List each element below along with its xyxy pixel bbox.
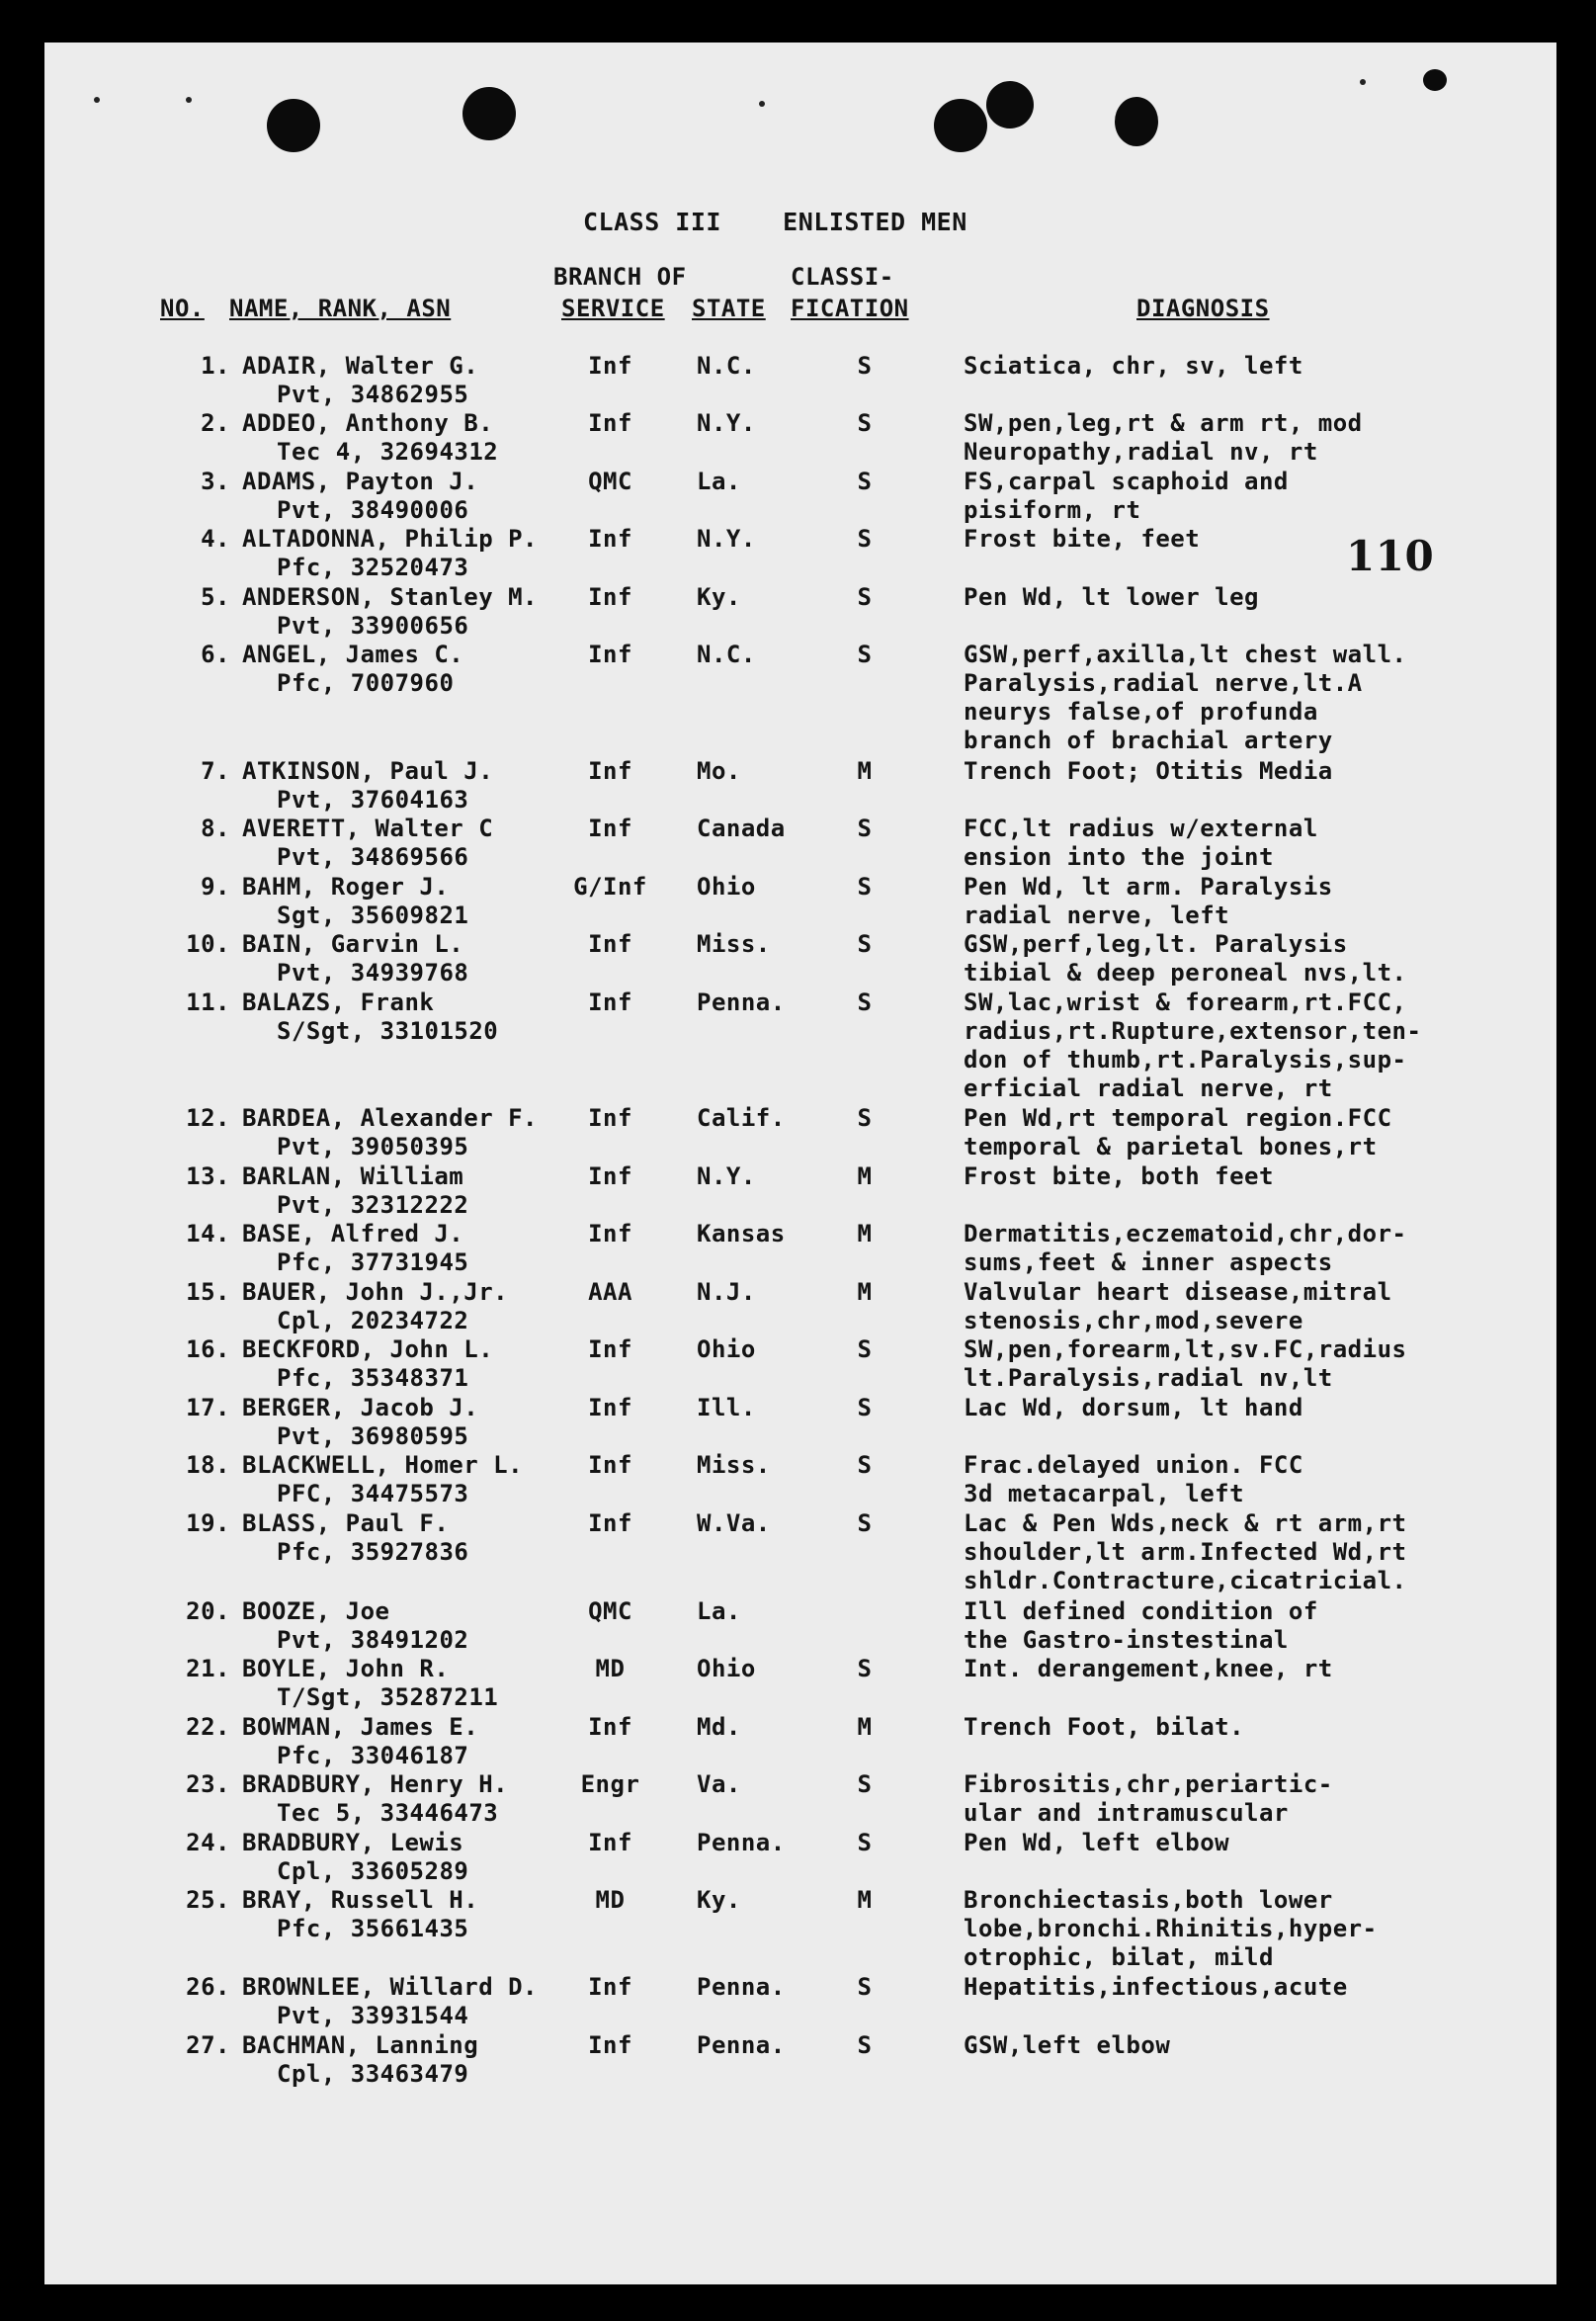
branch-of-service: Inf <box>588 583 632 611</box>
soldier-rank-asn: Pvt, 34869566 <box>277 843 469 871</box>
row-number: 3. <box>201 468 230 495</box>
header-name: NAME, RANK, ASN <box>229 295 452 322</box>
soldier-name-rank <box>242 525 538 582</box>
branch-of-service: G/Inf <box>573 873 647 901</box>
state: Calif. <box>697 1104 786 1132</box>
classification: S <box>857 1394 873 1421</box>
state: Ohio <box>697 873 756 901</box>
state: Miss. <box>697 930 771 958</box>
table-row <box>0 1220 1596 1277</box>
soldier-rank-asn: Sgt, 35609821 <box>277 902 469 929</box>
row-number: 18. <box>186 1451 230 1479</box>
state: Miss. <box>697 1451 771 1479</box>
soldier-name-rank <box>242 930 468 988</box>
row-number: 14. <box>186 1220 230 1247</box>
soldier-name: BAUER, John J.,Jr. <box>242 1278 509 1306</box>
table-row <box>0 1451 1596 1508</box>
soldier-rank-asn: Tec 5, 33446473 <box>277 1799 499 1827</box>
row-number: 7. <box>201 757 230 785</box>
row-number: 19. <box>186 1509 230 1537</box>
diagnosis: GSW,left elbow <box>964 2031 1171 2059</box>
soldier-name: BERGER, Jacob J. <box>242 1394 479 1421</box>
soldier-name-rank <box>242 1162 468 1220</box>
diagnosis: Ill defined condition of the Gastro-instestinal <box>964 1597 1318 1654</box>
branch-of-service: Inf <box>588 1973 632 2001</box>
branch-of-service: Inf <box>588 1713 632 1741</box>
diagnosis: SW,pen,leg,rt & arm rt, mod Neuropathy,radial nv, rt <box>964 409 1363 466</box>
soldier-name-rank <box>242 1278 508 1335</box>
punch-hole <box>1115 97 1158 146</box>
page-title: CLASS III ENLISTED MEN <box>583 208 967 236</box>
branch-of-service: Inf <box>588 1335 632 1363</box>
classification: S <box>857 1655 873 1682</box>
state: N.Y. <box>697 409 756 437</box>
soldier-rank-asn: Pfc, 7007960 <box>277 669 455 697</box>
diagnosis: Hepatitis,infectious,acute <box>964 1973 1348 2001</box>
soldier-name-rank <box>242 757 493 815</box>
table-row <box>0 1886 1596 1971</box>
diagnosis: Pen Wd, lt arm. Paralysis radial nerve, left <box>964 873 1333 929</box>
row-number: 2. <box>201 409 230 437</box>
soldier-name: BOOZE, Joe <box>242 1597 390 1625</box>
soldier-rank-asn: Pvt, 36980595 <box>277 1422 469 1450</box>
classification: M <box>857 1713 873 1741</box>
diagnosis: SW,pen,forearm,lt,sv.FC,radius lt.Paralysis,radial nv,lt <box>964 1335 1407 1392</box>
soldier-name: BROWNLEE, Willard D. <box>242 1973 538 2001</box>
classification: S <box>857 815 873 842</box>
diagnosis: Fibrositis,chr,periartic- ular and intramuscular <box>964 1770 1333 1827</box>
branch-of-service: Inf <box>588 1829 632 1856</box>
diagnosis: Trench Foot; Otitis Media <box>964 757 1333 785</box>
soldier-rank-asn: Pvt, 38491202 <box>277 1626 469 1654</box>
soldier-name: ANDERSON, Stanley M. <box>242 583 538 611</box>
soldier-name-rank <box>242 1509 468 1567</box>
row-number: 9. <box>201 873 230 901</box>
classification: M <box>857 1162 873 1190</box>
table-row <box>0 757 1596 815</box>
soldier-name-rank <box>242 1770 508 1828</box>
row-number: 10. <box>186 930 230 958</box>
row-number: 20. <box>186 1597 230 1625</box>
soldier-rank-asn: Tec 4, 32694312 <box>277 438 499 466</box>
state: W.Va. <box>697 1509 771 1537</box>
soldier-rank-asn: Cpl, 20234722 <box>277 1307 469 1334</box>
soldier-name-rank <box>242 1104 538 1161</box>
state: Penna. <box>697 989 786 1016</box>
state: N.Y. <box>697 1162 756 1190</box>
classification: S <box>857 873 873 901</box>
state: Va. <box>697 1770 741 1798</box>
row-number: 12. <box>186 1104 230 1132</box>
soldier-rank-asn: PFC, 34475573 <box>277 1480 469 1507</box>
branch-of-service: Inf <box>588 352 632 380</box>
row-number: 24. <box>186 1829 230 1856</box>
punch-hole <box>1423 69 1447 91</box>
soldier-name: BOYLE, John R. <box>242 1655 450 1682</box>
diagnosis: FS,carpal scaphoid and pisiform, rt <box>964 468 1289 524</box>
row-number: 5. <box>201 583 230 611</box>
row-number: 6. <box>201 641 230 668</box>
soldier-rank-asn: T/Sgt, 35287211 <box>277 1683 499 1711</box>
soldier-name-rank <box>242 1451 523 1508</box>
state: Penna. <box>697 1973 786 2001</box>
punch-hole <box>986 81 1034 129</box>
state: Canada <box>697 815 786 842</box>
branch-of-service: Inf <box>588 1509 632 1537</box>
table-row <box>0 1278 1596 1335</box>
diagnosis: Bronchiectasis,both lower lobe,bronchi.Rhinitis,hyper- otrophic, bilat, mild <box>964 1886 1378 1971</box>
soldier-name-rank <box>242 1394 478 1451</box>
soldier-name: ADAMS, Payton J. <box>242 468 479 495</box>
branch-of-service: Inf <box>588 1162 632 1190</box>
soldier-rank-asn: Cpl, 33463479 <box>277 2060 469 2088</box>
soldier-name-rank <box>242 1597 468 1655</box>
soldier-name: BASE, Alfred J. <box>242 1220 464 1247</box>
branch-of-service: Inf <box>588 1394 632 1421</box>
row-number: 26. <box>186 1973 230 2001</box>
header-branch-bottom: SERVICE <box>561 295 665 322</box>
classification: S <box>857 1829 873 1856</box>
diagnosis: Pen Wd, lt lower leg <box>964 583 1259 611</box>
branch-of-service: MD <box>595 1655 626 1682</box>
diagnosis: Int. derangement,knee, rt <box>964 1655 1333 1682</box>
soldier-rank-asn: Pvt, 39050395 <box>277 1133 469 1160</box>
soldier-name-rank <box>242 1829 468 1886</box>
page-number: 110 <box>1346 532 1435 580</box>
speck <box>1360 79 1366 85</box>
soldier-name-rank <box>242 352 478 409</box>
soldier-name: ALTADONNA, Philip P. <box>242 525 538 553</box>
soldier-name-rank <box>242 1220 468 1277</box>
soldier-name: BRADBURY, Henry H. <box>242 1770 509 1798</box>
soldier-name-rank <box>242 1973 538 2030</box>
state: Ky. <box>697 583 741 611</box>
table-row <box>0 583 1596 641</box>
soldier-rank-asn: Pfc, 35348371 <box>277 1364 469 1392</box>
punch-hole <box>267 99 320 152</box>
state: Kansas <box>697 1220 786 1247</box>
soldier-rank-asn: Pfc, 33046187 <box>277 1742 469 1769</box>
soldier-rank-asn: Pvt, 33931544 <box>277 2002 469 2029</box>
classification: S <box>857 641 873 668</box>
diagnosis: Sciatica, chr, sv, left <box>964 352 1303 380</box>
state: Penna. <box>697 1829 786 1856</box>
soldier-rank-asn: Pvt, 34939768 <box>277 959 469 987</box>
diagnosis: Trench Foot, bilat. <box>964 1713 1245 1741</box>
soldier-name: BRAY, Russell H. <box>242 1886 479 1914</box>
classification: S <box>857 930 873 958</box>
row-number: 16. <box>186 1335 230 1363</box>
state: Ohio <box>697 1655 756 1682</box>
branch-of-service: Inf <box>588 757 632 785</box>
branch-of-service: QMC <box>588 1597 632 1625</box>
table-row <box>0 2031 1596 2089</box>
branch-of-service: MD <box>595 1886 626 1914</box>
branch-of-service: Inf <box>588 1104 632 1132</box>
soldier-name-rank <box>242 583 538 641</box>
branch-of-service: Inf <box>588 930 632 958</box>
row-number: 1. <box>201 352 230 380</box>
state: La. <box>697 468 741 495</box>
branch-of-service: Inf <box>588 409 632 437</box>
soldier-name-rank <box>242 409 498 467</box>
table-row <box>0 641 1596 754</box>
soldier-rank-asn: Pfc, 35661435 <box>277 1915 469 1942</box>
diagnosis: Frost bite, feet <box>964 525 1201 553</box>
row-number: 11. <box>186 989 230 1016</box>
classification: S <box>857 1509 873 1537</box>
table-row <box>0 1973 1596 2030</box>
classification: M <box>857 757 873 785</box>
table-row <box>0 1829 1596 1886</box>
classification: S <box>857 1451 873 1479</box>
classification: S <box>857 1973 873 2001</box>
state: Penna. <box>697 2031 786 2059</box>
table-row <box>0 1655 1596 1712</box>
state: N.Y. <box>697 525 756 553</box>
branch-of-service: Inf <box>588 525 632 553</box>
branch-of-service: Inf <box>588 1220 632 1247</box>
state: Ill. <box>697 1394 756 1421</box>
branch-of-service: QMC <box>588 468 632 495</box>
classification: S <box>857 352 873 380</box>
state: Ky. <box>697 1886 741 1914</box>
soldier-name: BECKFORD, John L. <box>242 1335 494 1363</box>
speck <box>186 97 192 103</box>
diagnosis: FCC,lt radius w/external ension into the joint <box>964 815 1318 871</box>
soldier-name: BLACKWELL, Homer L. <box>242 1451 524 1479</box>
soldier-name: ADDEO, Anthony B. <box>242 409 494 437</box>
soldier-rank-asn: Cpl, 33605289 <box>277 1857 469 1885</box>
soldier-rank-asn: Pvt, 38490006 <box>277 496 469 524</box>
diagnosis: Lac Wd, dorsum, lt hand <box>964 1394 1303 1421</box>
header-class-top: CLASSI- <box>791 263 894 291</box>
soldier-name: BAHM, Roger J. <box>242 873 450 901</box>
row-number: 8. <box>201 815 230 842</box>
soldier-name-rank <box>242 1335 493 1393</box>
table-row <box>0 525 1596 582</box>
header-state: STATE <box>692 295 766 322</box>
table-row <box>0 815 1596 872</box>
table-row <box>0 1335 1596 1393</box>
header-no: NO. <box>160 295 205 322</box>
branch-of-service: AAA <box>588 1278 632 1306</box>
row-number: 13. <box>186 1162 230 1190</box>
soldier-name-rank <box>242 815 493 872</box>
branch-of-service: Inf <box>588 2031 632 2059</box>
soldier-name-rank <box>242 2031 478 2089</box>
header-class-bottom: FICATION <box>791 295 909 322</box>
punch-hole <box>462 87 516 140</box>
branch-of-service: Inf <box>588 641 632 668</box>
soldier-name: ADAIR, Walter G. <box>242 352 479 380</box>
state: N.C. <box>697 641 756 668</box>
header-branch-top: BRANCH OF <box>553 263 687 291</box>
state: Ohio <box>697 1335 756 1363</box>
soldier-name: BRADBURY, Lewis <box>242 1829 464 1856</box>
soldier-name: ANGEL, James C. <box>242 641 464 668</box>
speck <box>94 97 100 103</box>
soldier-name-rank <box>242 1655 498 1712</box>
row-number: 17. <box>186 1394 230 1421</box>
soldier-name: BACHMAN, Lanning <box>242 2031 479 2059</box>
soldier-name: BAIN, Garvin L. <box>242 930 464 958</box>
classification: S <box>857 2031 873 2059</box>
row-number: 27. <box>186 2031 230 2059</box>
table-row <box>0 930 1596 988</box>
state: N.J. <box>697 1278 756 1306</box>
diagnosis: Valvular heart disease,mitral stenosis,chr,mod,severe <box>964 1278 1392 1334</box>
classification: S <box>857 468 873 495</box>
diagnosis: Dermatitis,eczematoid,chr,dor- sums,feet & inner aspects <box>964 1220 1407 1276</box>
punch-hole <box>934 99 987 152</box>
branch-of-service: Inf <box>588 1451 632 1479</box>
soldier-name-rank <box>242 641 463 698</box>
state: La. <box>697 1597 741 1625</box>
state: Mo. <box>697 757 741 785</box>
classification: M <box>857 1278 873 1306</box>
soldier-rank-asn: Pfc, 37731945 <box>277 1248 469 1276</box>
table-row <box>0 989 1596 1102</box>
table-row <box>0 1713 1596 1770</box>
classification: S <box>857 1104 873 1132</box>
diagnosis: SW,lac,wrist & forearm,rt.FCC, radius,rt.Rupture,extensor,ten- don of thumb,rt.Paralysis,sup- erficial radial nerve, rt <box>964 989 1422 1102</box>
classification: S <box>857 1770 873 1798</box>
table-row <box>0 1394 1596 1451</box>
row-number: 25. <box>186 1886 230 1914</box>
row-number: 15. <box>186 1278 230 1306</box>
soldier-name-rank <box>242 989 498 1046</box>
diagnosis: Pen Wd,rt temporal region.FCC temporal & parietal bones,rt <box>964 1104 1392 1160</box>
diagnosis: Frac.delayed union. FCC 3d metacarpal, left <box>964 1451 1303 1507</box>
soldier-name-rank <box>242 468 478 525</box>
soldier-rank-asn: Pvt, 32312222 <box>277 1191 469 1219</box>
soldier-rank-asn: Pvt, 37604163 <box>277 786 469 814</box>
state: N.C. <box>697 352 756 380</box>
soldier-name: BOWMAN, James E. <box>242 1713 479 1741</box>
classification: S <box>857 583 873 611</box>
speck <box>759 101 765 107</box>
row-number: 21. <box>186 1655 230 1682</box>
soldier-rank-asn: S/Sgt, 33101520 <box>277 1017 499 1045</box>
classification: M <box>857 1220 873 1247</box>
classification: S <box>857 989 873 1016</box>
table-row <box>0 468 1596 525</box>
soldier-rank-asn: Pfc, 35927836 <box>277 1538 469 1566</box>
diagnosis: GSW,perf,leg,lt. Paralysis tibial & deep peroneal nvs,lt. <box>964 930 1407 987</box>
soldier-name: ATKINSON, Paul J. <box>242 757 494 785</box>
table-row <box>0 352 1596 409</box>
soldier-name: BARDEA, Alexander F. <box>242 1104 538 1132</box>
soldier-rank-asn: Pvt, 34862955 <box>277 381 469 408</box>
table-row <box>0 1104 1596 1161</box>
classification: M <box>857 1886 873 1914</box>
diagnosis: Frost bite, both feet <box>964 1162 1274 1190</box>
diagnosis: Pen Wd, left elbow <box>964 1829 1230 1856</box>
table-row <box>0 1770 1596 1828</box>
table-row <box>0 1509 1596 1594</box>
soldier-name: AVERETT, Walter C <box>242 815 494 842</box>
branch-of-service: Engr <box>580 1770 640 1798</box>
branch-of-service: Inf <box>588 815 632 842</box>
row-number: 22. <box>186 1713 230 1741</box>
classification: S <box>857 1335 873 1363</box>
soldier-name: BALAZS, Frank <box>242 989 435 1016</box>
soldier-name: BLASS, Paul F. <box>242 1509 450 1537</box>
table-row <box>0 873 1596 930</box>
classification: S <box>857 409 873 437</box>
diagnosis: Lac & Pen Wds,neck & rt arm,rt shoulder,lt arm.Infected Wd,rt shldr.Contracture,cicatricial. <box>964 1509 1407 1594</box>
soldier-name-rank <box>242 1713 478 1770</box>
soldier-name-rank <box>242 873 468 930</box>
classification: S <box>857 525 873 553</box>
table-row <box>0 1597 1596 1655</box>
soldier-rank-asn: Pfc, 32520473 <box>277 554 469 581</box>
soldier-name: BARLAN, William <box>242 1162 464 1190</box>
table-row <box>0 1162 1596 1220</box>
soldier-name-rank <box>242 1886 478 1943</box>
diagnosis: GSW,perf,axilla,lt chest wall. Paralysis,radial nerve,lt.A neurys false,of profunda branch of brachial artery <box>964 641 1407 754</box>
table-row <box>0 409 1596 467</box>
state: Md. <box>697 1713 741 1741</box>
row-number: 4. <box>201 525 230 553</box>
row-number: 23. <box>186 1770 230 1798</box>
header-diagnosis: DIAGNOSIS <box>1136 295 1270 322</box>
soldier-rank-asn: Pvt, 33900656 <box>277 612 469 640</box>
branch-of-service: Inf <box>588 989 632 1016</box>
